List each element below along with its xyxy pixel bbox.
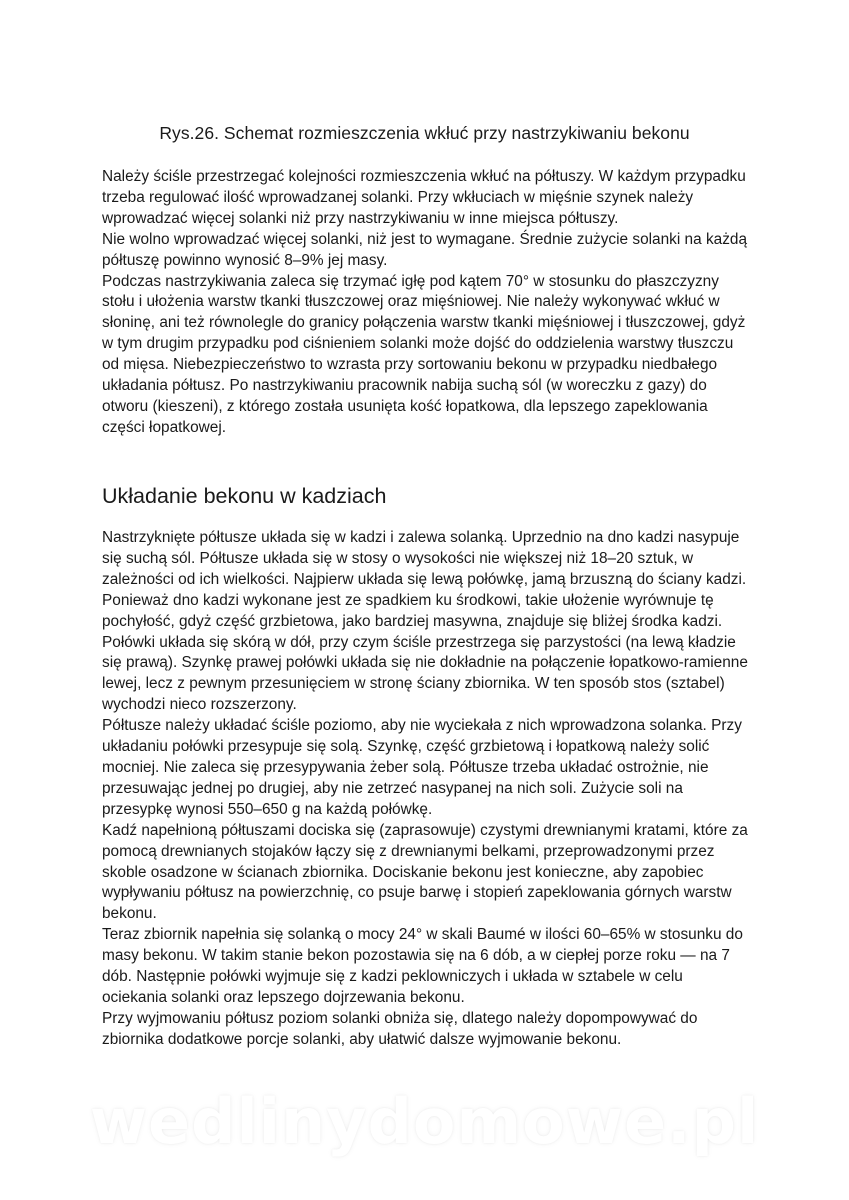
watermark: wedlinydomowe.pl: [89, 1085, 760, 1158]
paragraph: Nie wolno wprowadzać więcej solanki, niż jest to wymagane. Średnie zużycie solanki na każdą półtuszę powinno wynosić 8–9% jej masy.: [102, 230, 748, 269]
figure-caption: Rys.26. Schemat rozmieszczenia wkłuć przy nastrzykiwaniu bekonu: [159, 123, 690, 143]
paragraph: Teraz zbiornik napełnia się solanką o mocy 24° w skali Baumé w ilości 60–65% w stosunku do masy bekonu. W takim stanie bekon pozostawia się na 6 dób, a w ciepłej porze roku — na 7 dób. Następnie połówki wyjmuje się z kadzi peklowniczych i układa w sztabele w celu ociekania solanki oraz lepszego dojrzewania bekonu.: [102, 926, 743, 1006]
paragraph: Nastrzyknięte półtusze układa się w kadzi i zalewa solanką. Uprzednio na dno kadzi nasypuje się suchą sól. Półtusze układa się w stosy o wysokości nie większej niż 18–20 sztuk, w zależności od ich wielkości. Najpierw układa się lewą połówkę, jamą brzuszną do ściany kadzi. Ponieważ dno kadzi wykonane jest ze spadkiem ku środkowi, takie ułożenie wyrównuje tę pochyłość, gdyż część grzbietowa, jako bardziej masywna, znajduje się bliżej środka kadzi.: [102, 529, 747, 630]
section-heading: Układanie bekonu w kadziach: [102, 484, 387, 508]
paragraph: Podczas nastrzykiwania zaleca się trzymać igłę pod kątem 70° w stosunku do płaszczyzny stołu i ułożenia warstw tkanki tłuszczowej oraz mięśniowej. Nie należy wykonywać wkłuć w słoninę, ani też równolegle do granicy połączenia warstw tkanki mięśniowej i tłuszczowej, gdyż w tym drugim przypadku pod ciśnieniem solanki może dojść do oddzielenia warstwy tłuszczu od mięsa. Niebezpieczeństwo to wzrasta przy sortowaniu bekonu w przypadku niedbałego układania półtusz. Po nastrzykiwaniu pracownik nabija suchą sól (w woreczku z gazy) do otworu (kieszeni), z którego została usunięta kość łopatkowa, dla lepszego zapeklowania części łopatkowej.: [102, 272, 746, 436]
paragraph: Półtusze należy układać ściśle poziomo, aby nie wyciekała z nich wprowadzona solanka. Przy układaniu połówki przesypuje się solą. Szynkę, część grzbietową i łopatkową należy solić mocniej. Nie zaleca się przesypywania żeber solą. Półtusze trzeba układać ostrożnie, nie przesuwając jednej po drugiej, aby nie zetrzeć nasypanej na nich soli. Zużycie soli na przesypkę wynosi 550–650 g na każdą połówkę.: [102, 717, 742, 818]
paragraph: Należy ściśle przestrzegać kolejności rozmieszczenia wkłuć na półtuszy. W każdym przypadku trzeba regulować ilość wprowadzanej solanki. Przy wkłuciach w mięśnie szynek należy wprowadzać więcej solanki niż przy nastrzykiwaniu w inne miejsca półtuszy.: [102, 168, 746, 227]
paragraph: Kadź napełnioną półtuszami dociska się (zaprasowuje) czystymi drewnianymi kratami, które za pomocą drewnianych stojaków łączy się z drewnianymi belkami, przeprowadzonymi przez skoble osadzone w ścianach zbiornika. Dociskanie bekonu jest konieczne, aby zapobiec wypływaniu półtusz na powierzchnię, co psuje barwę i stopień zapeklowania górnych warstw bekonu.: [102, 821, 748, 923]
intro-text-block: [102, 167, 752, 439]
section-text-block: [102, 528, 752, 1051]
paragraph: Przy wyjmowaniu półtusz poziom solanki obniża się, dlatego należy dopompowywać do zbiornika dodatkowe porcje solanki, aby ułatwić dalsze wyjmowanie bekonu.: [102, 1009, 698, 1048]
paragraph: Połówki układa się skórą w dół, przy czym ściśle przestrzega się parzystości (na lewą kładzie się prawą). Szynkę prawej połówki układa się nie dokładnie na połączenie łopatkowo-ramienne lewej, lecz z pewnym przesunięciem w stronę ściany zbiornika. W ten sposób stos (sztabel) wychodzi nieco rozszerzony.: [102, 633, 748, 714]
